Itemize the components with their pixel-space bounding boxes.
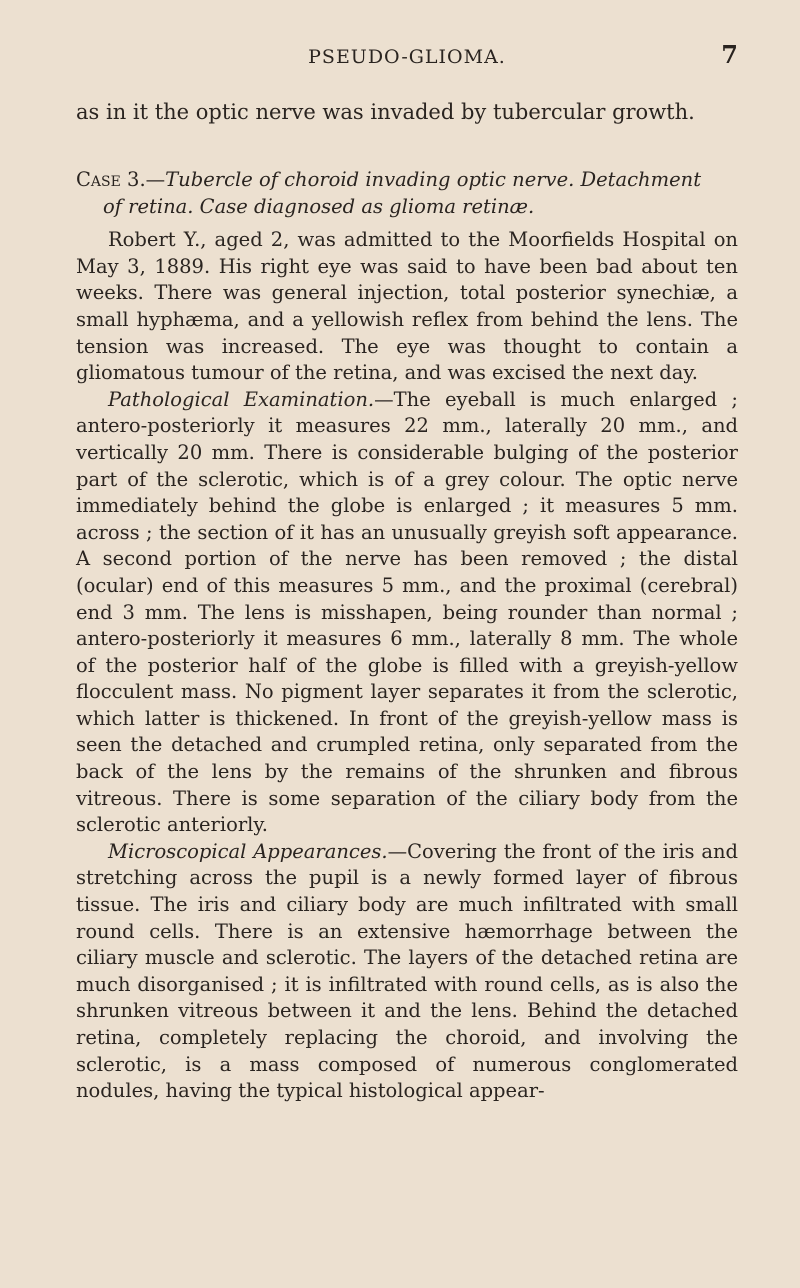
- pathological-text: The eyeball is much enlarged ; antero-posteriorly it measures 22 mm., laterally 20 mm., and vertically 20 mm. There is considerable bulging of the posterior part of the sclerotic, which is of a grey colour. The optic nerve immediately behind the globe is enlarged ; it measures 5 mm. across ; the section of it has an unusually greyish soft appearance. A second portion of the nerve has been removed ; the distal (ocular) end of this measures 5 mm., and the proximal (cerebral) end 3 mm. The lens is misshapen, being rounder than normal ; antero-posteriorly it measures 6 mm., laterally 8 mm. The whole of the posterior half of the globe is filled with a greyish-yellow flocculent mass. No pigment layer separates it from the sclerotic, which latter is thickened. In front of the greyish-yellow mass is seen the detached and crumpled retina, only separated from the back of the lens by the remains of the shrunken and fibrous vitreous. There is some separation of the ciliary body from the sclerotic anteriorly.: [76, 387, 738, 837]
- history-paragraph: Robert Y., aged 2, was admitted to the Moorfields Hospital on May 3, 1889. His right eye was said to have been bad about ten weeks. There was general injection, total posterior synechiæ, a small hyphæma, and a yellowish reflex from behind the lens. The tension was increased. The eye was thought to contain a gliomatous tumour of the retina, and was excised the next day.: [76, 228, 738, 385]
- pathological-dash: —: [374, 387, 394, 411]
- page-number: 7: [721, 40, 738, 69]
- case-dash: —: [145, 168, 166, 191]
- book-page: [76, 40, 738, 1105]
- running-head: [76, 40, 738, 80]
- case-title-line-2: of retina. Case diagnosed as glioma retinæ.: [103, 194, 535, 218]
- microscopical-heading: Microscopical Appearances.: [108, 839, 388, 863]
- case-label: Case 3.: [76, 168, 146, 191]
- case-heading: [76, 167, 738, 220]
- microscopical-text: Covering the front of the iris and stretching across the pupil is a newly formed layer of fibrous tissue. The iris and ciliary body are much infiltrated with small round cells. There is an extensive hæmorrhage between the ciliary muscle and sclerotic. The layers of the detached retina are much disorganised ; it is infiltrated with round cells, as is also the shrunken vitreous between it and the lens. Behind the detached retina, completely replacing the choroid, and involving the sclerotic, is a mass composed of numerous conglomerated nodules, having the typical histological appear-: [76, 839, 738, 1103]
- pathological-heading: Pathological Examination.: [108, 387, 375, 411]
- microscopical-dash: —: [387, 839, 408, 863]
- case-title-line-1: Tubercle of choroid invading optic nerve. Detachment: [165, 168, 702, 191]
- running-title: PSEUDO-GLIOMA.: [308, 46, 506, 68]
- opening-paragraph: as in it the optic nerve was invaded by tubercular growth.: [76, 100, 695, 124]
- pathological-paragraph: [76, 387, 738, 839]
- microscopical-paragraph: [76, 839, 738, 1105]
